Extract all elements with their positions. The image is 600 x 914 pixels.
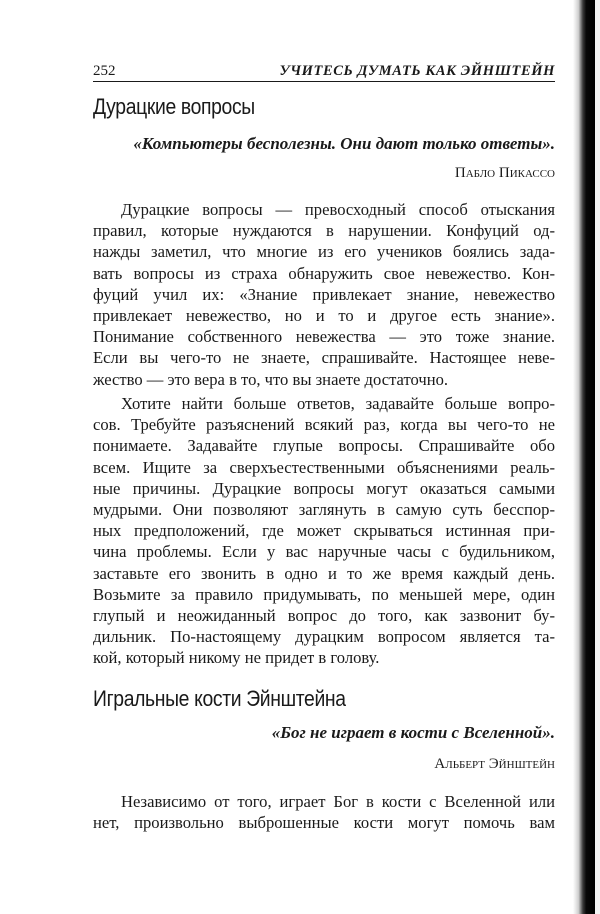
text-line: Дурацкие вопросы — превосходный способ отыскания [121,200,555,219]
text-line: Независимо от того, играет Бог в кости с Вселенной или [121,792,555,811]
text-line: фуций учил их: «Знание привлекает знание, невежество [93,284,555,304]
paragraph-3 [93,791,555,833]
attribution-1: Пабло Пикассо [454,165,555,181]
text-line: ные причины. Дурацкие вопросы могут оказаться самыми [93,478,555,498]
text-line: Хотите найти больше ответов, задавайте больше вопро- [121,394,555,413]
epigraph-2: «Бог не играет в кости с Вселенной». [271,723,555,742]
text-line: нет, произвольно выброшенные кости могут помочь вам [93,813,555,833]
text-line: жество — это вера в то, что вы знаете достаточно. [93,369,449,389]
attribution-2: Альберт Эйнштейн [434,756,555,772]
running-title: УЧИТЕСЬ ДУМАТЬ КАК ЭЙНШТЕЙН [279,63,555,79]
page-number: 252 [93,63,116,79]
text-line: кой, который никому не придет в голову. [93,648,380,668]
paragraph-2 [93,393,555,669]
text-line: правил, которые нуждаются в нарушении. Конфуций од- [93,221,555,241]
text-line: сов. Требуйте разъяснений всякий раз, когда вы чего-то не [93,415,555,435]
text-line: Если вы чего-то не знаете, спрашивайте. Настоящее неве- [93,348,555,368]
text-line: глупый и неожиданный вопрос до того, как зазвонит бу- [93,606,555,626]
running-header [93,56,555,82]
section-heading-2: Игральные кости Эйнштейна [93,686,346,711]
text-line: Понимание собственного невежества — это тоже знание. [93,327,555,347]
text-line: заставьте его звонить в одно и то же время каждый день. [93,563,555,583]
scan-margin [595,0,600,914]
text-line: дильник. По-настоящему дурацким вопросом является та- [93,627,555,647]
book-page [93,0,555,914]
text-line: всем. Ищите за сверхъестественными объяснениями реаль- [93,457,555,477]
book-spine-edge [573,0,595,914]
text-line: мудрыми. Они позволяют заглянуть в самую суть бесспор- [93,500,555,520]
text-line: понимаете. Задавайте глупые вопросы. Спрашивайте обо [93,436,555,456]
text-line: ных предположений, где может скрываться истинная при- [93,521,555,541]
epigraph-1: «Компьютеры бесполезны. Они дают только ответы». [133,134,555,153]
text-line: вать вопросы из страха обнаружить свое невежество. Кон- [93,263,555,283]
paragraph-1 [93,199,555,390]
text-line: Возьмите за правило придумывать, по меньшей мере, один [93,584,555,604]
text-line: чина проблемы. Если у вас наручные часы с будильником, [93,542,555,562]
section-heading-1: Дурацкие вопросы [93,94,255,119]
text-line: нажды заметил, что многие из его учеников боялись зада- [93,242,555,262]
text-line: привлекает невежество, но и то и другое есть знание». [93,306,555,326]
